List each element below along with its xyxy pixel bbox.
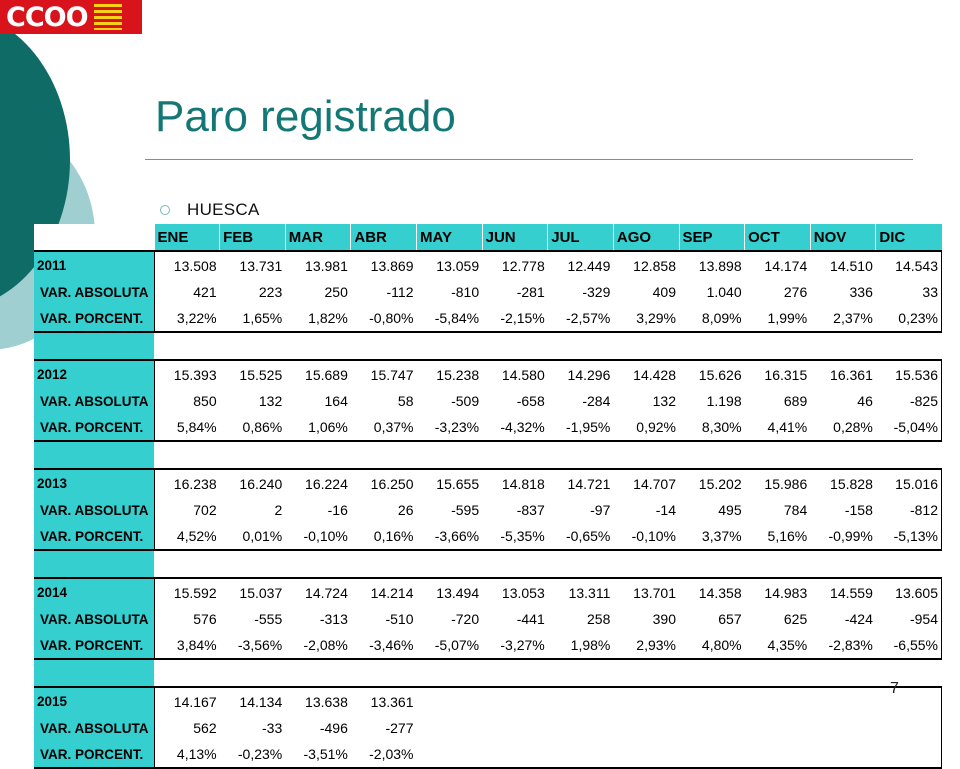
table-cell: 4,80%	[679, 632, 745, 659]
separator-cell	[613, 441, 679, 469]
table-cell	[810, 687, 876, 715]
row-label: VAR. ABSOLUTA	[34, 606, 154, 632]
table-cell: 14.818	[482, 469, 548, 497]
table-cell: 14.721	[548, 469, 614, 497]
data-table-container	[34, 224, 942, 769]
table-cell: 14.296	[548, 360, 614, 388]
table-cell: 2,37%	[810, 305, 876, 332]
separator-cell	[285, 659, 351, 687]
table-cell: 13.605	[876, 578, 942, 606]
separator-cell	[745, 550, 811, 578]
table-cell: -424	[844, 611, 873, 627]
separator-cell	[482, 659, 548, 687]
year-block-2015	[34, 687, 942, 768]
percent-variation-row	[34, 632, 942, 659]
separator-cell	[810, 659, 876, 687]
percent-variation-row	[34, 305, 942, 332]
separator-cell	[34, 441, 154, 469]
table-cell: -555	[254, 611, 283, 627]
table-cell: -281	[516, 284, 545, 300]
table-cell	[745, 687, 811, 715]
table-cell: 14.707	[613, 469, 679, 497]
table-cell: 5,16%	[745, 523, 811, 550]
separator-cell	[679, 550, 745, 578]
year-row	[34, 360, 942, 388]
separator-cell	[351, 441, 417, 469]
table-cell: 390	[652, 611, 676, 627]
table-cell: -441	[516, 611, 545, 627]
table-cell	[679, 741, 745, 768]
table-cell: 15.655	[417, 469, 483, 497]
table-cell: 15.536	[876, 360, 942, 388]
table-cell: -158	[844, 502, 873, 518]
table-cell: -284	[582, 393, 611, 409]
table-cell: 15.016	[876, 469, 942, 497]
separator-cell	[154, 441, 220, 469]
separator-cell	[220, 332, 286, 360]
table-cell: -509	[451, 393, 480, 409]
table-cell: 15.238	[417, 360, 483, 388]
row-label: VAR. ABSOLUTA	[34, 388, 154, 414]
table-cell: 1,99%	[745, 305, 811, 332]
table-cell: 4,52%	[154, 523, 220, 550]
year-row	[34, 251, 942, 279]
table-cell: 421	[154, 279, 220, 305]
year-block-2014	[34, 578, 942, 659]
table-cell: 15.747	[351, 360, 417, 388]
table-cell: 15.202	[679, 469, 745, 497]
separator-cell	[351, 332, 417, 360]
absolute-variation-row	[34, 388, 942, 414]
table-cell	[548, 741, 614, 768]
table-cell: 14.983	[745, 578, 811, 606]
column-header-nov: NOV	[810, 224, 876, 251]
year-label: 2015	[34, 687, 154, 715]
separator-cell	[876, 659, 942, 687]
table-cell: 5,84%	[154, 414, 220, 441]
column-header-mar: MAR	[285, 224, 351, 251]
table-cell: 657	[718, 611, 742, 627]
absolute-variation-row	[34, 279, 942, 305]
table-cell: 2	[274, 502, 283, 518]
table-cell: 0,37%	[351, 414, 417, 441]
table-cell: 15.592	[154, 578, 220, 606]
table-cell: 14.510	[810, 251, 876, 279]
separator-cell	[285, 441, 351, 469]
block-separator	[34, 441, 942, 469]
table-cell: 13.701	[613, 578, 679, 606]
table-cell: 12.778	[482, 251, 548, 279]
separator-cell	[482, 332, 548, 360]
logo-wordmark: CCOO	[6, 1, 88, 33]
table-cell: 3,37%	[679, 523, 745, 550]
table-cell: -3,56%	[220, 632, 286, 659]
column-header-jun: JUN	[482, 224, 548, 251]
separator-cell	[679, 332, 745, 360]
table-cell: 15.037	[220, 578, 286, 606]
table-cell: 13.869	[351, 251, 417, 279]
table-cell: 16.315	[745, 360, 811, 388]
table-cell: 26	[397, 502, 414, 518]
table-cell: 12.449	[548, 251, 614, 279]
table-cell: 4,13%	[154, 741, 220, 768]
table-cell: 13.981	[285, 251, 351, 279]
table-cell: 46	[857, 393, 873, 409]
separator-cell	[548, 441, 614, 469]
separator-cell	[745, 659, 811, 687]
table-cell: 409	[652, 284, 676, 300]
table-cell: 14.174	[745, 251, 811, 279]
separator-cell	[285, 550, 351, 578]
table-cell: 13.361	[351, 687, 417, 715]
absolute-variation-row	[34, 497, 942, 523]
separator-cell	[482, 550, 548, 578]
table-cell	[679, 687, 745, 715]
table-cell: 250	[324, 284, 348, 300]
table-header-row	[34, 224, 942, 251]
table-cell: 13.059	[417, 251, 483, 279]
table-cell: 164	[324, 393, 348, 409]
separator-cell	[220, 550, 286, 578]
table-cell: -0,65%	[548, 523, 614, 550]
table-cell: 784	[783, 502, 808, 518]
row-label: VAR. PORCENT.	[34, 741, 154, 768]
table-cell: -5,07%	[417, 632, 483, 659]
table-cell: 15.689	[285, 360, 351, 388]
row-label: VAR. PORCENT.	[34, 414, 154, 441]
table-cell: -313	[319, 611, 348, 627]
table-cell	[613, 741, 679, 768]
year-row	[34, 578, 942, 606]
table-cell: 15.525	[220, 360, 286, 388]
table-cell: 625	[783, 611, 808, 627]
column-header-feb: FEB	[220, 224, 286, 251]
column-header-abr: ABR	[351, 224, 417, 251]
block-separator	[34, 550, 942, 578]
table-cell: 132	[652, 393, 676, 409]
table-cell: 14.358	[679, 578, 745, 606]
table-cell: -0,80%	[351, 305, 417, 332]
separator-cell	[154, 332, 220, 360]
table-cell: 13.053	[482, 578, 548, 606]
table-cell: 16.240	[220, 469, 286, 497]
table-cell: -954	[876, 606, 942, 632]
table-cell: -5,84%	[417, 305, 483, 332]
block-separator	[34, 332, 942, 360]
table-cell: 8,30%	[679, 414, 745, 441]
separator-cell	[679, 441, 745, 469]
table-cell: -3,66%	[417, 523, 483, 550]
table-cell: 1,98%	[548, 632, 614, 659]
separator-cell	[482, 441, 548, 469]
table-cell: -812	[876, 497, 942, 523]
table-cell: 15.828	[810, 469, 876, 497]
separator-cell	[154, 550, 220, 578]
separator-cell	[810, 441, 876, 469]
table-cell: -0,23%	[220, 741, 286, 768]
table-cell: 13.508	[154, 251, 220, 279]
table-cell	[745, 715, 811, 741]
column-header-sep: SEP	[679, 224, 745, 251]
table-cell: 13.311	[548, 578, 614, 606]
table-cell: 13.638	[285, 687, 351, 715]
separator-cell	[34, 332, 154, 360]
table-cell: 14.559	[810, 578, 876, 606]
table-cell: 15.626	[679, 360, 745, 388]
table-cell: 0,16%	[351, 523, 417, 550]
bullet-label: HUESCA	[187, 200, 260, 219]
table-cell: -0,10%	[285, 523, 351, 550]
table-cell: -0,10%	[613, 523, 679, 550]
table-cell: -2,15%	[482, 305, 548, 332]
absolute-variation-row	[34, 606, 942, 632]
table-cell	[613, 715, 679, 741]
separator-cell	[876, 550, 942, 578]
table-cell	[482, 687, 548, 715]
percent-variation-row	[34, 741, 942, 768]
year-block-2011	[34, 251, 942, 332]
table-cell: 1,82%	[285, 305, 351, 332]
table-cell: 850	[154, 388, 220, 414]
separator-cell	[548, 332, 614, 360]
block-separator	[34, 659, 942, 687]
absolute-variation-row	[34, 715, 942, 741]
table-cell: -277	[385, 720, 414, 736]
table-cell: 15.986	[745, 469, 811, 497]
table-cell: 4,41%	[745, 414, 811, 441]
year-row	[34, 469, 942, 497]
table-cell: -5,04%	[876, 414, 942, 441]
table-cell: -2,57%	[548, 305, 614, 332]
table-cell: -16	[327, 502, 348, 518]
table-cell: 1.198	[706, 393, 742, 409]
table-cell: 1,65%	[220, 305, 286, 332]
table-cell: 3,84%	[154, 632, 220, 659]
table-cell: 16.224	[285, 469, 351, 497]
separator-cell	[34, 550, 154, 578]
table-cell: 16.238	[154, 469, 220, 497]
table-cell: 2,93%	[613, 632, 679, 659]
table-cell: 276	[783, 284, 808, 300]
separator-cell	[679, 659, 745, 687]
table-cell: -0,99%	[810, 523, 876, 550]
separator-cell	[285, 332, 351, 360]
table-cell: -510	[385, 611, 414, 627]
table-cell: 14.167	[154, 687, 220, 715]
table-cell	[876, 687, 942, 715]
table-cell	[876, 741, 942, 768]
table-cell: 4,35%	[745, 632, 811, 659]
table-cell	[482, 715, 548, 741]
row-label: VAR. ABSOLUTA	[34, 279, 154, 305]
table-cell: 562	[154, 715, 220, 741]
separator-cell	[154, 659, 220, 687]
table-cell: 16.361	[810, 360, 876, 388]
year-label: 2014	[34, 578, 154, 606]
table-cell	[810, 715, 876, 741]
separator-cell	[417, 441, 483, 469]
table-cell: 13.898	[679, 251, 745, 279]
separator-cell	[351, 550, 417, 578]
row-label: VAR. PORCENT.	[34, 632, 154, 659]
table-cell	[679, 715, 745, 741]
column-header-dic: DIC	[876, 224, 942, 251]
table-cell: 8,09%	[679, 305, 745, 332]
table-cell	[745, 741, 811, 768]
page-title: Paro registrado	[155, 92, 456, 141]
separator-cell	[351, 659, 417, 687]
table-cell: 14.580	[482, 360, 548, 388]
table-cell: -837	[516, 502, 545, 518]
year-label: 2011	[34, 251, 154, 279]
row-label: VAR. PORCENT.	[34, 523, 154, 550]
table-cell: -825	[876, 388, 942, 414]
table-cell: 13.731	[220, 251, 286, 279]
percent-variation-row	[34, 523, 942, 550]
table-cell: 14.543	[876, 251, 942, 279]
table-cell: -3,23%	[417, 414, 483, 441]
table-cell	[613, 687, 679, 715]
table-cell: -4,32%	[482, 414, 548, 441]
table-cell: -3,51%	[285, 741, 351, 768]
table-cell: 1.040	[706, 284, 742, 300]
table-cell: 0,92%	[613, 414, 679, 441]
separator-cell	[220, 659, 286, 687]
table-cell	[548, 715, 614, 741]
table-cell: 258	[587, 611, 611, 627]
separator-cell	[745, 332, 811, 360]
table-cell: -658	[516, 393, 545, 409]
table-cell: 0,28%	[810, 414, 876, 441]
table-cell: 14.134	[220, 687, 286, 715]
table-cell: 689	[783, 393, 808, 409]
table-cell: 33	[876, 279, 942, 305]
table-cell	[548, 687, 614, 715]
table-cell: 16.250	[351, 469, 417, 497]
separator-cell	[810, 332, 876, 360]
table-cell	[482, 741, 548, 768]
year-block-2013	[34, 469, 942, 550]
table-cell: -1,95%	[548, 414, 614, 441]
table-cell	[417, 741, 483, 768]
separator-cell	[876, 441, 942, 469]
table-cell: -329	[582, 284, 611, 300]
table-cell: -3,27%	[482, 632, 548, 659]
column-header-oct: OCT	[745, 224, 811, 251]
table-cell: -5,13%	[876, 523, 942, 550]
circle-bullet-icon	[160, 205, 170, 215]
unemployment-table	[34, 224, 942, 769]
table-cell: 336	[849, 284, 873, 300]
table-cell: -810	[451, 284, 480, 300]
table-cell: -112	[386, 284, 414, 300]
bullet-item	[160, 200, 260, 220]
table-cell: 132	[258, 393, 283, 409]
year-label: 2013	[34, 469, 154, 497]
separator-cell	[876, 332, 942, 360]
table-cell: 15.393	[154, 360, 220, 388]
table-cell: 702	[154, 497, 220, 523]
year-label: 2012	[34, 360, 154, 388]
table-cell: 12.858	[613, 251, 679, 279]
table-cell: -2,83%	[810, 632, 876, 659]
table-cell: 0,86%	[220, 414, 286, 441]
table-cell: 223	[258, 284, 283, 300]
separator-cell	[613, 550, 679, 578]
table-cell: -3,46%	[351, 632, 417, 659]
separator-cell	[417, 659, 483, 687]
table-cell: 13.494	[417, 578, 483, 606]
separator-cell	[417, 550, 483, 578]
year-block-2012	[34, 360, 942, 441]
table-cell: 1,06%	[285, 414, 351, 441]
percent-variation-row	[34, 414, 942, 441]
table-cell: 0,23%	[876, 305, 942, 332]
ccoo-logo	[0, 0, 142, 34]
title-divider	[145, 159, 913, 160]
table-cell	[417, 687, 483, 715]
table-cell: 14.724	[285, 578, 351, 606]
separator-cell	[613, 332, 679, 360]
table-cell: -720	[451, 611, 480, 627]
row-label: VAR. PORCENT.	[34, 305, 154, 332]
table-cell: 3,22%	[154, 305, 220, 332]
table-cell: -6,55%	[876, 632, 942, 659]
table-cell: 495	[718, 502, 742, 518]
row-label: VAR. ABSOLUTA	[34, 715, 154, 741]
separator-cell	[613, 659, 679, 687]
table-cell: -14	[655, 502, 676, 518]
table-cell: -2,08%	[285, 632, 351, 659]
separator-cell	[220, 441, 286, 469]
table-cell: 14.428	[613, 360, 679, 388]
table-cell: -595	[451, 502, 480, 518]
aragon-flag-icon	[94, 4, 122, 30]
column-header-jul: JUL	[548, 224, 614, 251]
table-cell: -5,35%	[482, 523, 548, 550]
table-cell	[417, 715, 483, 741]
separator-cell	[548, 550, 614, 578]
table-cell: 3,29%	[613, 305, 679, 332]
separator-cell	[34, 659, 154, 687]
table-cell	[810, 741, 876, 768]
column-header-may: MAY	[417, 224, 483, 251]
row-label: VAR. ABSOLUTA	[34, 497, 154, 523]
table-cell: 58	[397, 393, 414, 409]
table-corner	[34, 224, 154, 251]
column-header-ago: AGO	[613, 224, 679, 251]
table-cell: -2,03%	[351, 741, 417, 768]
table-cell: 14.214	[351, 578, 417, 606]
column-header-ene: ENE	[154, 224, 220, 251]
table-cell: 0,01%	[220, 523, 286, 550]
table-cell: -33	[262, 720, 283, 736]
table-cell: 576	[154, 606, 220, 632]
table-cell: -496	[319, 720, 348, 736]
table-cell: -97	[590, 502, 611, 518]
table-cell	[876, 715, 942, 741]
separator-cell	[745, 441, 811, 469]
year-row	[34, 687, 942, 715]
separator-cell	[810, 550, 876, 578]
separator-cell	[417, 332, 483, 360]
page-number: 7	[890, 680, 899, 697]
separator-cell	[548, 659, 614, 687]
